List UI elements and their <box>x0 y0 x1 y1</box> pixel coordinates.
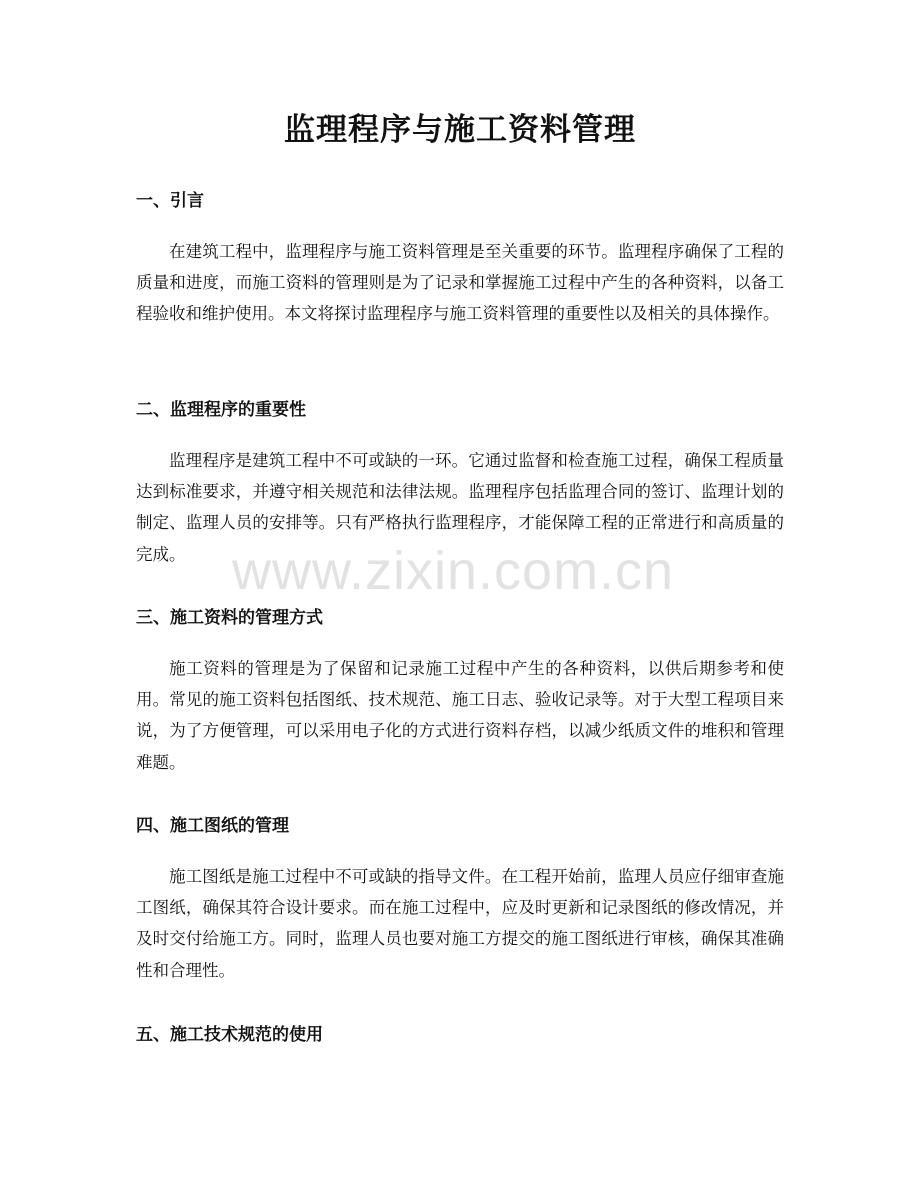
document-title: 监理程序与施工资料管理 <box>284 112 636 148</box>
section-heading-drawing-management: 四、施工图纸的管理 <box>136 816 289 836</box>
watermark-text: www.zixin.com.cn <box>232 541 675 601</box>
section-paragraph-drawing-management: 施工图纸是施工过程中不可或缺的指导文件。在工程开始前，监理人员应仔细审查施工图纸，确保其符合设计要求。而在施工过程中，应及时更新和记录图纸的修改情况，并及时交付给施工方。同时，监理人员也要对施工方提交的施工图纸进行审核，确保其准确性和合理性。 <box>136 867 784 980</box>
section-paragraph-supervision-importance: 监理程序是建筑工程中不可或缺的一环。它通过监督和检查施工过程，确保工程质量达到标准要求，并遵守相关规范和法律法规。监理程序包括监理合同的签订、监理计划的制定、监理人员的安排等。只有严格执行监理程序，才能保障工程的正常进行和高质量的完成。 <box>136 451 784 564</box>
section-heading-introduction: 一、引言 <box>136 191 204 211</box>
section-heading-technical-specifications: 五、施工技术规范的使用 <box>136 1025 323 1045</box>
section-heading-supervision-importance: 二、监理程序的重要性 <box>136 400 306 420</box>
section-heading-data-management: 三、施工资料的管理方式 <box>136 608 323 628</box>
section-paragraph-introduction: 在建筑工程中，监理程序与施工资料管理是至关重要的环节。监理程序确保了工程的质量和进度，而施工资料的管理则是为了记录和掌握施工过程中产生的各种资料，以备工程验收和维护使用。本文将探讨监理程序与施工资料管理的重要性以及相关的具体操作。 <box>136 242 784 324</box>
section-paragraph-data-management: 施工资料的管理是为了保留和记录施工过程中产生的各种资料，以供后期参考和使用。常见的施工资料包括图纸、技术规范、施工日志、验收记录等。对于大型工程项目来说，为了方便管理，可以采用电子化的方式进行资料存档，以减少纸质文件的堆积和管理难题。 <box>136 659 784 772</box>
